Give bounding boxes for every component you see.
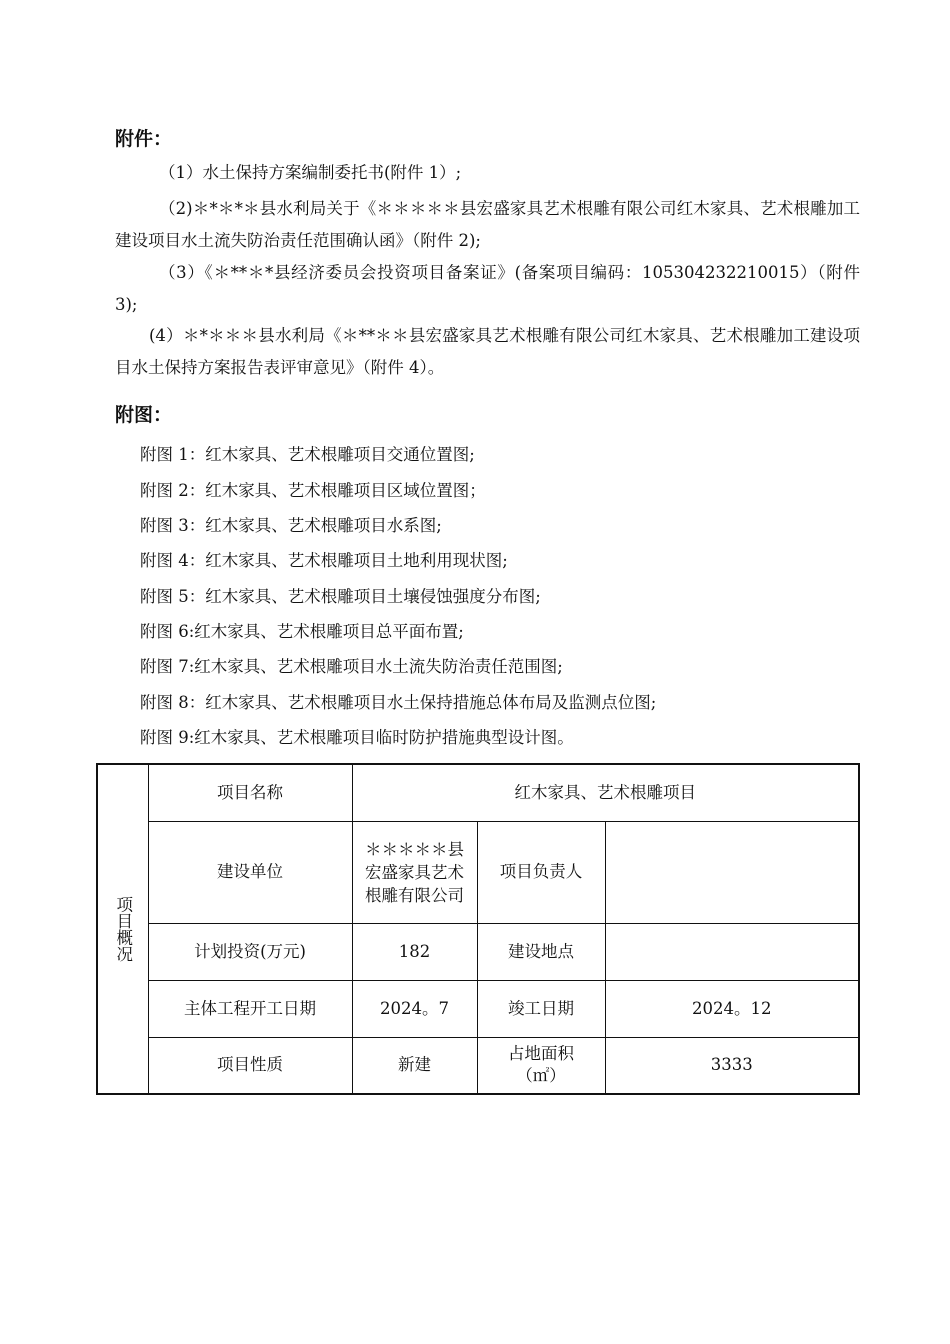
completion-date-label: 竣工日期: [477, 980, 605, 1037]
location-value: [605, 923, 859, 980]
table-row: [97, 821, 859, 923]
figure-item-1: 附图 1：红木家具、艺术根雕项目交通位置图;: [140, 445, 475, 464]
project-name-value: 红木家具、艺术根雕项目: [352, 764, 859, 821]
attachment-item-1: （1）水土保持方案编制委托书(附件 1）;: [159, 163, 462, 182]
figure-item-9: 附图 9:红木家具、艺术根雕项目临时防护措施典型设计图。: [140, 728, 574, 747]
manager-value: [605, 821, 859, 923]
investment-label: 计划投资(万元): [148, 923, 352, 980]
project-overview-table: [96, 763, 860, 1095]
area-label: 占地面积: [508, 1044, 574, 1064]
start-date-value: 2024。7: [352, 980, 477, 1037]
figure-item-3: 附图 3：红木家具、艺术根雕项目水系图;: [140, 516, 442, 535]
attachment-item-3: （3）《＊**＊*县经济委员会投资项目备案证》(备案项目编码：105304232210015）（附件 3);: [115, 263, 860, 314]
nature-label: 项目性质: [148, 1037, 352, 1094]
figure-item-4: 附图 4：红木家具、艺术根雕项目土地利用现状图;: [140, 551, 508, 570]
manager-label: 项目负责人: [477, 821, 605, 923]
builder-label: 建设单位: [148, 821, 352, 923]
attachment-item-4: (4）＊*＊＊＊县水利局《＊**＊＊县宏盛家具艺术根雕有限公司红木家具、艺术根雕加工建设项目水土保持方案报告表评审意见》（附件 4）。: [115, 326, 860, 377]
figure-item-8: 附图 8：红木家具、艺术根雕项目水土保持措施总体布局及监测点位图;: [140, 693, 657, 712]
location-label: 建设地点: [477, 923, 605, 980]
table-row: [97, 923, 859, 980]
table-row: [97, 980, 859, 1037]
completion-date-value: 2024。12: [605, 980, 859, 1037]
table-row: [97, 764, 859, 821]
figure-item-6: 附图 6:红木家具、艺术根雕项目总平面布置;: [140, 622, 464, 641]
area-unit: （㎡）: [516, 1066, 566, 1086]
investment-value: 182: [352, 923, 477, 980]
nature-value: 新建: [352, 1037, 477, 1094]
project-name-label: 项目名称: [148, 764, 352, 821]
builder-value: ＊＊＊＊＊县宏盛家具艺术根雕有限公司: [352, 821, 477, 923]
area-label-cell: [477, 1037, 605, 1094]
attachment-item-2: （2)＊*＊*＊县水利局关于《＊＊＊＊＊县宏盛家具艺术根雕有限公司红木家具、艺术根雕加工建设项目水土流失防治责任范围确认函》（附件 2);: [115, 199, 860, 250]
attachments-heading: 附件：: [115, 128, 173, 150]
section-label-cell: [97, 764, 148, 1094]
figure-item-5: 附图 5：红木家具、艺术根雕项目土壤侵蚀强度分布图;: [140, 587, 541, 606]
area-value: 3333: [605, 1037, 859, 1094]
table-row: [97, 1037, 859, 1094]
figure-item-7: 附图 7:红木家具、艺术根雕项目水土流失防治责任范围图;: [140, 657, 563, 676]
section-label: 项目概况: [113, 896, 133, 962]
figure-item-2: 附图 2：红木家具、艺术根雕项目区域位置图；: [140, 481, 486, 500]
figures-heading: 附图：: [115, 404, 173, 426]
start-date-label: 主体工程开工日期: [148, 980, 352, 1037]
